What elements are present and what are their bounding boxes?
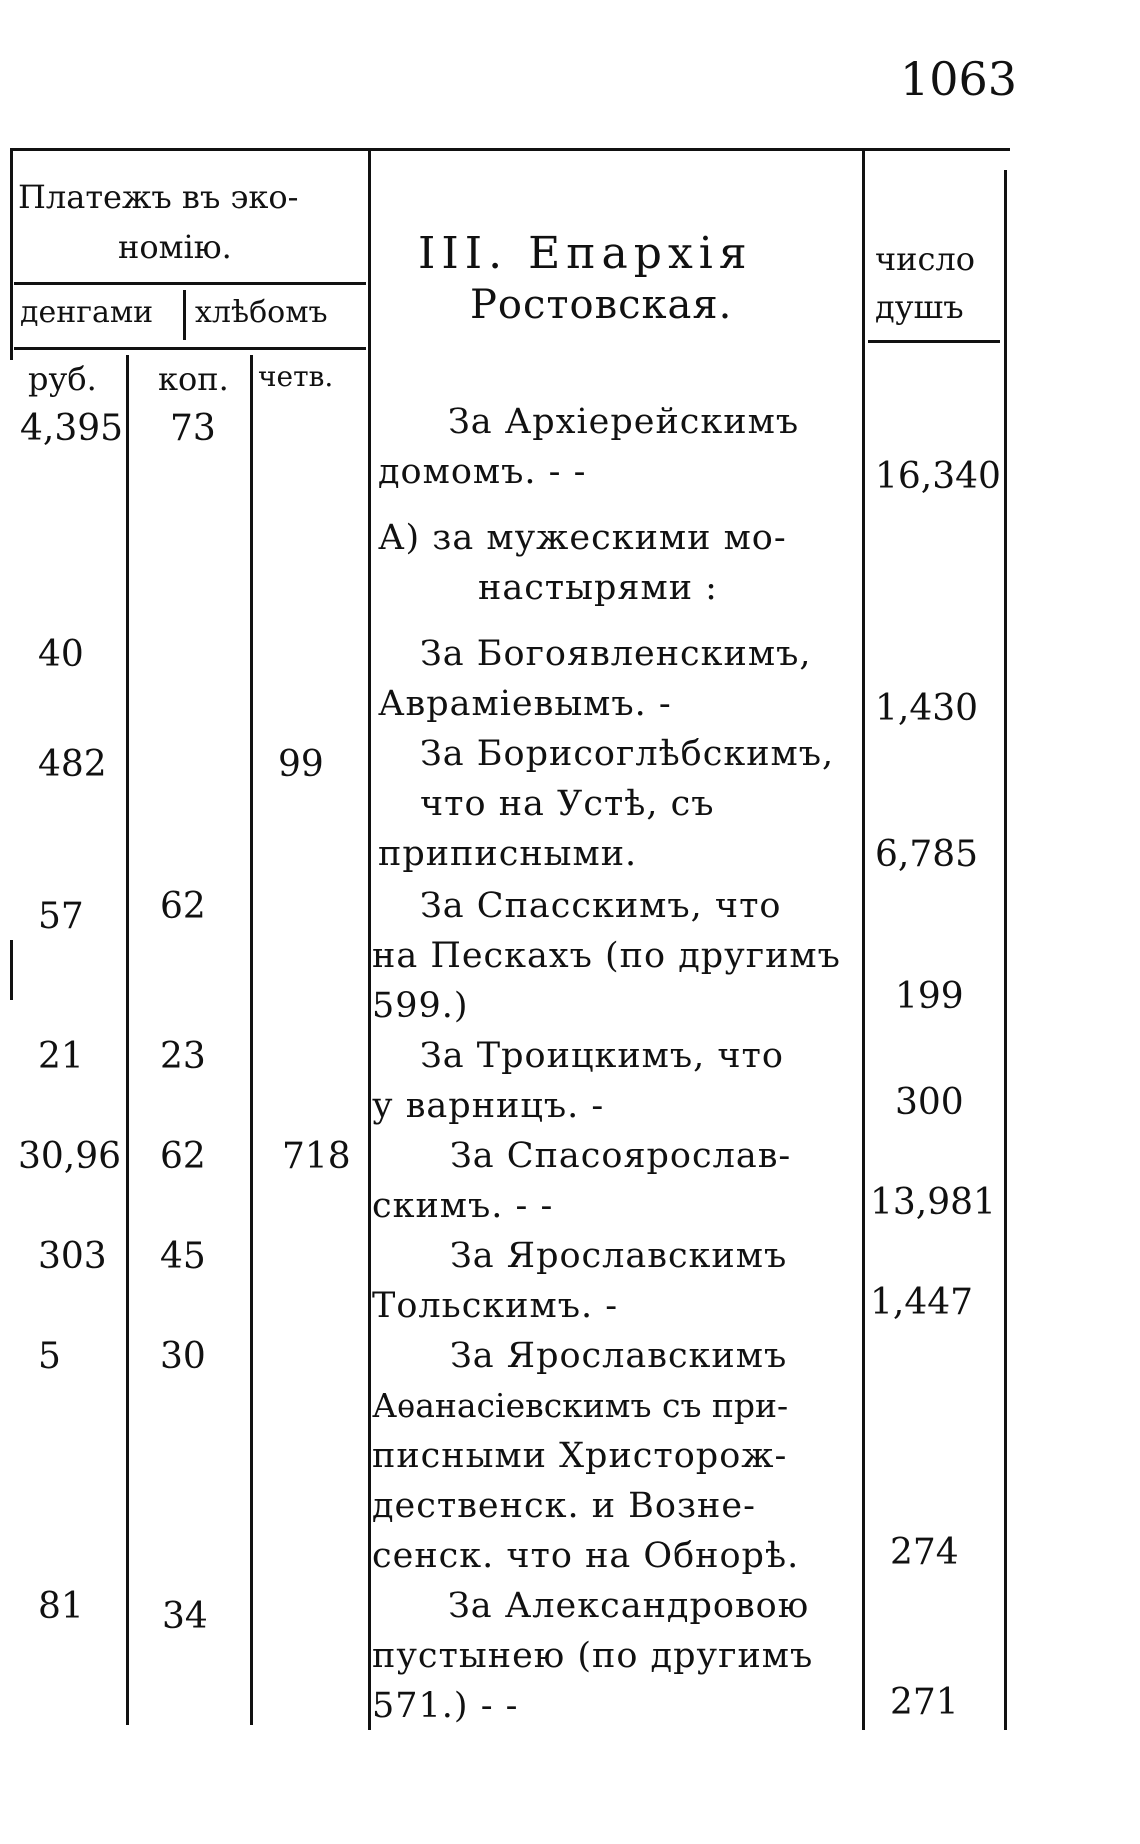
rub-value: 21: [38, 1036, 84, 1077]
kop-value: 34: [162, 1596, 208, 1637]
rub-value: 482: [38, 744, 107, 785]
entry-line: За Александровою: [448, 1586, 810, 1626]
souls-header-line2: душъ: [875, 288, 964, 326]
chet-label: четв.: [258, 360, 334, 393]
souls-value: 300: [895, 1082, 964, 1123]
outer-right-rule: [1004, 170, 1007, 1730]
desc-souls-divider: [862, 150, 865, 1730]
entry-line: За Троицкимъ, что: [420, 1036, 784, 1076]
entry-line: 571.) - -: [372, 1686, 519, 1726]
kop-value: 23: [160, 1036, 206, 1077]
souls-value: 1,430: [875, 688, 979, 729]
rub-kop-divider: [126, 355, 129, 1725]
chet-value: 718: [282, 1136, 351, 1177]
outer-left-rule-lower: [10, 940, 13, 1000]
payment-desc-divider: [368, 150, 371, 1730]
entry-line: скимъ. - -: [372, 1186, 554, 1226]
section-a-line1: А) за мужескими мо-: [378, 518, 787, 558]
grain-label: хлѣбомъ: [195, 295, 328, 330]
payment-header-rule: [14, 282, 366, 285]
entry-line: что на Устѣ, съ: [420, 784, 715, 824]
souls-header-rule: [868, 340, 1000, 343]
kop-value: 62: [160, 886, 206, 927]
entry-line: у варницъ. -: [372, 1086, 605, 1126]
rub-value: 81: [38, 1586, 84, 1627]
entry-line: За Спасоярослав-: [450, 1136, 792, 1176]
souls-value: 1,447: [870, 1282, 974, 1323]
entry-line: Аѳанасіевскимъ съ при-: [372, 1386, 789, 1425]
outer-left-rule: [10, 150, 13, 360]
rub-value: 57: [38, 896, 84, 937]
entry-line: За Ярославскимъ: [450, 1336, 788, 1376]
souls-value: 13,981: [870, 1182, 996, 1223]
kop-value: 73: [170, 408, 216, 449]
rub-value: 303: [38, 1236, 107, 1277]
entry-line: дественск. и Возне-: [372, 1486, 756, 1526]
section-a-line2: настырями :: [478, 568, 718, 608]
entry-line: 599.): [372, 986, 469, 1026]
entry-line: на Пескахъ (по другимъ: [372, 936, 841, 976]
entry-line: писными Христорож-: [372, 1436, 788, 1476]
souls-value: 16,340: [875, 456, 1001, 497]
entry-line: За Архіерейскимъ: [448, 402, 800, 442]
payment-header-line1: Платежъ въ эко-: [18, 178, 299, 216]
money-grain-divider: [183, 290, 186, 340]
souls-header-line1: число: [875, 240, 975, 278]
entry-line: пустынею (по другимъ: [372, 1636, 814, 1676]
souls-value: 6,785: [875, 834, 979, 875]
entry-line: За Богоявленскимъ,: [420, 634, 812, 674]
entry-line: За Ярославскимъ: [450, 1236, 788, 1276]
souls-value: 199: [895, 976, 964, 1017]
diocese-subtitle: Ростовская.: [470, 282, 733, 328]
rub-value: 30,96: [18, 1136, 122, 1177]
entry-line: сенск. что на Обнорѣ.: [372, 1536, 800, 1576]
entry-line: приписными.: [378, 834, 638, 874]
entry-line: Тольскимъ. -: [372, 1286, 619, 1326]
rub-value: 5: [38, 1336, 61, 1377]
kop-value: 62: [160, 1136, 206, 1177]
souls-value: 274: [890, 1532, 959, 1573]
souls-value: 271: [890, 1682, 959, 1723]
entry-line: За Спасскимъ, что: [420, 886, 782, 926]
rub-label: руб.: [28, 360, 97, 398]
chet-value: 99: [278, 744, 324, 785]
kop-chet-divider: [250, 355, 253, 1725]
money-label: денгами: [20, 295, 154, 330]
diocese-title: III. Епархія: [418, 228, 753, 279]
kop-label: коп.: [158, 360, 229, 398]
subheader-rule: [14, 347, 366, 350]
rub-value: 40: [38, 634, 84, 675]
kop-value: 45: [160, 1236, 206, 1277]
payment-header-line2: номію.: [118, 228, 232, 266]
rub-value: 4,395: [20, 408, 124, 449]
entry-line: За Борисоглѣбскимъ,: [420, 734, 835, 774]
page-number: 1063: [900, 52, 1018, 106]
entry-line: Авраміевымъ. -: [378, 684, 672, 724]
entry-line: домомъ. - -: [378, 452, 587, 492]
top-rule: [10, 148, 1010, 151]
kop-value: 30: [160, 1336, 206, 1377]
